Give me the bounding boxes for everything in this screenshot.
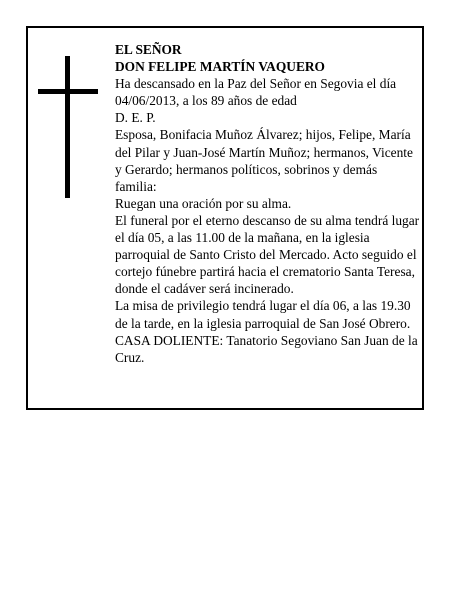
deceased-name: DON FELIPE MARTÍN VAQUERO — [115, 59, 325, 75]
mass-details: La misa de privilegio tendrá lugar el día 06, a las 19.30 de la tarde, en la iglesia parroquial de San José Obrero. — [115, 298, 411, 331]
cross-horizontal-bar — [38, 89, 98, 94]
funeral-details: El funeral por el eterno descanso de su alma tendrá lugar el día 05, a las 11.00 de la mañana, en la iglesia parroquial de Santo Cristo del Mercado. Acto seguido el cortejo fúnebre partirá hacia el crematorio Santa Teresa, donde el cadáver será incinerado. — [115, 212, 420, 297]
obituary-notice — [26, 26, 424, 410]
family-list: Esposa, Bonifacia Muñoz Álvarez; hijos, Felipe, María del Pilar y Juan-José Martín Muñoz; hermanos, Vicente y Gerardo; hermanos políticos, sobrinos y demás familia: — [115, 127, 413, 194]
obituary-heading: EL SEÑOR — [115, 42, 182, 57]
cross-vertical-bar — [65, 56, 70, 198]
cross-icon — [38, 56, 98, 198]
rip-line: D. E. P. — [115, 110, 156, 126]
prayer-request: Ruegan una oración por su alma. — [115, 195, 292, 211]
obituary-text — [115, 41, 420, 366]
death-announcement: Ha descansado en la Paz del Señor en Segovia el día 04/06/2013, a los 89 años de edad — [115, 76, 397, 109]
mourning-house: CASA DOLIENTE: Tanatorio Segoviano San Juan de la Cruz. — [115, 332, 418, 365]
